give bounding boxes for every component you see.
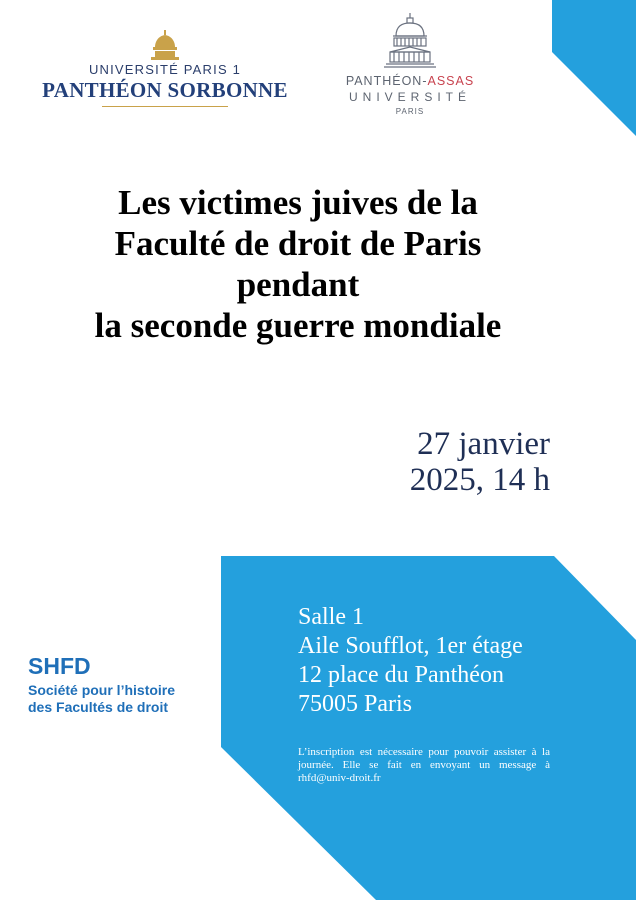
venue-line: Aile Soufflot, 1er étage	[298, 633, 523, 659]
date-line: 27 janvier	[417, 426, 550, 462]
shfd-acronym: SHFD	[28, 653, 91, 679]
registration-note: L’inscription est nécessaire pour pouvoir assister à la journée. Elle se fait en envoyant un message à rhfd@univ-droit.fr	[298, 746, 550, 784]
paris1-logo-line1: UNIVERSITÉ PARIS 1	[88, 62, 242, 77]
shfd-logo	[28, 652, 218, 716]
paris1-logo-line2: PANTHÉON SORBONNE	[42, 78, 288, 102]
shfd-full-line: Société pour l’histoire	[28, 682, 176, 698]
assas-logo-line2: UNIVERSITÉ	[348, 90, 471, 104]
date-line: 2025, 14 h	[409, 462, 550, 498]
title-line: Les victimes juives de la	[118, 183, 478, 222]
venue-address	[298, 603, 598, 719]
shfd-full-line: des Facultés de droit	[28, 699, 169, 715]
assas-logo-name-part2: ASSAS	[427, 74, 475, 88]
shfd-full-name	[28, 682, 218, 716]
venue-line: 12 place du Panthéon	[298, 662, 504, 688]
venue-line: Salle 1	[298, 604, 364, 630]
title-line: la seconde guerre mondiale	[94, 306, 502, 345]
venue-line: 75005 Paris	[298, 691, 412, 717]
assas-logo-line3: PARIS	[395, 107, 425, 116]
title-line: pendant	[236, 265, 360, 304]
title-line: Faculté de droit de Paris	[114, 224, 482, 263]
assas-logo-name-part1: PANTHÉON-	[345, 74, 428, 88]
